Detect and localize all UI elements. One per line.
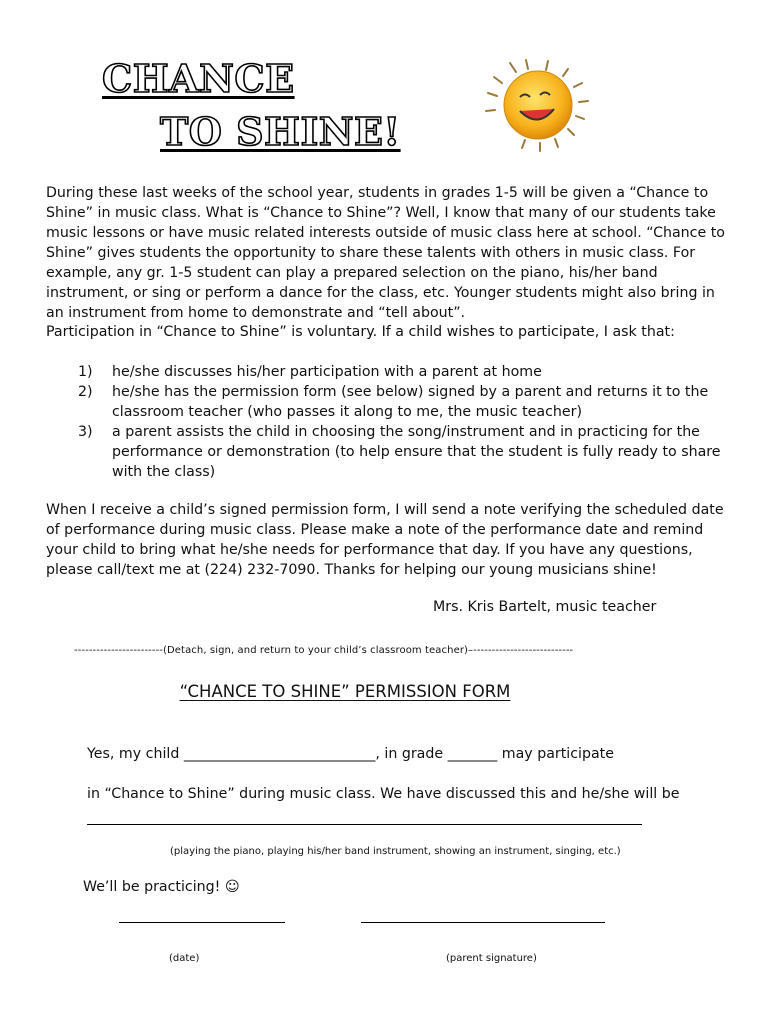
title-line-2: TO SHINE! bbox=[160, 109, 401, 154]
list-number: 3) bbox=[78, 424, 93, 440]
list-text: he/she discusses his/her participation with a parent at home bbox=[112, 364, 542, 380]
activity-hint: (playing the piano, playing his/her band instrument, showing an instrument, singing, etc.) bbox=[170, 846, 621, 857]
detach-line: ------------------------(Detach, sign, and return to your child’s classroom teacher)–--------------------------- bbox=[74, 645, 574, 656]
date-fill-line[interactable] bbox=[119, 922, 285, 923]
list-text: a parent assists the child in choosing the song/instrument and in practicing for the performance or demonstration (to help ensure that the student is fully ready to share with the class) bbox=[112, 424, 721, 480]
list-number: 1) bbox=[78, 364, 93, 380]
activity-fill-line[interactable] bbox=[87, 824, 642, 825]
child-grade-line[interactable]: Yes, my child ___________________________, in grade _______ may participate bbox=[87, 746, 614, 762]
date-label: (date) bbox=[169, 953, 200, 964]
list-item bbox=[78, 382, 738, 422]
parent-signature-label: (parent signature) bbox=[446, 953, 537, 964]
intro-paragraph: During these last weeks of the school year, students in grades 1-5 will be given a “Chance to Shine” in music class. What is “Chance to Shine”? Well, I know that many of our students take music lessons or have music related interests outside of music class here at school. “Chance to Shine” gives students the opportunity to share these talents with others in music class. For example, any gr. 1-5 student can play a prepared selection on the piano, his/her band instrument, or sing or perform a dance for the class, etc. Younger students might also bring in an instrument from home to demonstrate and “tell about”. bbox=[46, 185, 725, 321]
list-number: 2) bbox=[78, 384, 93, 400]
sun-icon bbox=[478, 55, 600, 155]
list-item bbox=[78, 422, 738, 482]
title-line-1: CHANCE bbox=[102, 56, 295, 101]
discussion-line: in “Chance to Shine” during music class. We have discussed this and he/she will be bbox=[87, 786, 680, 802]
teacher-signature: Mrs. Kris Bartelt, music teacher bbox=[433, 599, 657, 615]
practicing-text: We’ll be practicing! ☺ bbox=[83, 879, 240, 895]
conditions-list bbox=[78, 362, 738, 482]
participation-paragraph: Participation in “Chance to Shine” is voluntary. If a child wishes to participate, I ask that: bbox=[46, 324, 675, 340]
parent-signature-fill-line[interactable] bbox=[361, 922, 605, 923]
form-title: “CHANCE TO SHINE” PERMISSION FORM bbox=[179, 682, 511, 701]
list-text: he/she has the permission form (see below) signed by a parent and returns it to the classroom teacher (who passes it along to me, the music teacher) bbox=[112, 384, 709, 420]
closing-paragraph: When I receive a child’s signed permission form, I will send a note verifying the scheduled date of performance during music class. Please make a note of the performance date and remind your child to bring what he/she needs for performance that day. If you have any questions, please call/text me at (224) 232-7090. Thanks for helping our young musicians shine! bbox=[46, 502, 724, 578]
list-item bbox=[78, 362, 738, 382]
